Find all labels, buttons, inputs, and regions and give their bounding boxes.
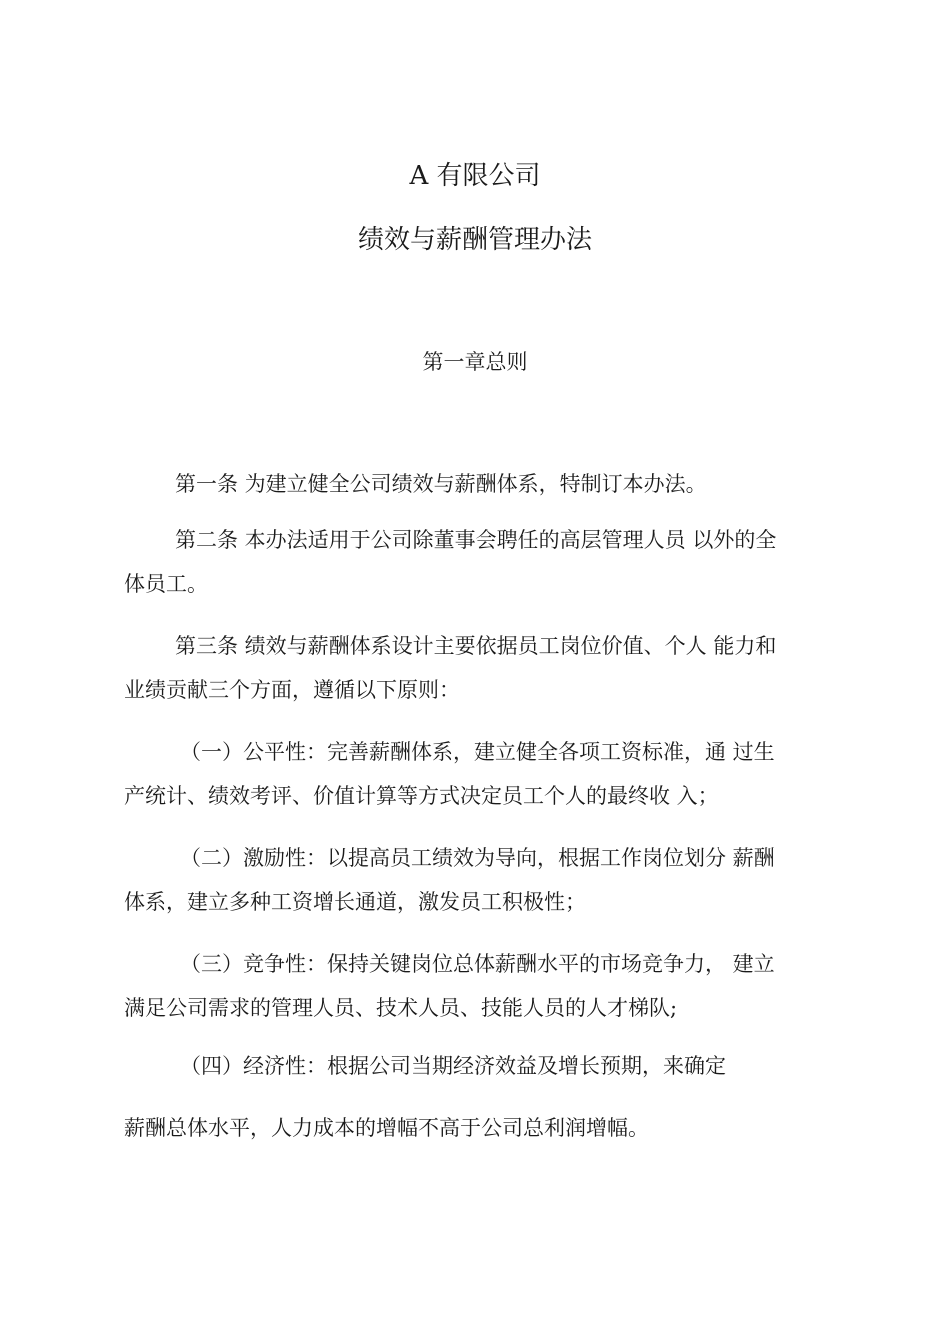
principle-1-line-2: 产统计、绩效考评、价值计算等方式决定员工个人的最终收 入；	[124, 784, 719, 808]
principle-4-line-2: 薪酬总体水平，人力成本的增幅不高于公司总利润增幅。	[124, 1116, 649, 1140]
principle-1-line-1: （一）公平性：完善薪酬体系，建立健全各项工资标准，通 过生	[180, 740, 775, 764]
article-3-line-2: 业绩贡献三个方面，遵循以下原则：	[124, 678, 460, 702]
principle-4-line-1: （四）经济性：根据公司当期经济效益及增长预期，来确定	[180, 1054, 726, 1078]
chapter-heading: 第一章总则	[422, 350, 528, 374]
article-2-line-2: 体员工。	[124, 572, 208, 596]
principle-2-line-2: 体系，建立多种工资增长通道，激发员工积极性；	[124, 890, 586, 914]
company-name: A 有限公司	[409, 161, 541, 191]
article-3-line-1: 第三条 绩效与薪酬体系设计主要依据员工岗位价值、个人 能力和	[175, 634, 777, 658]
principle-3-line-1: （三）竞争性：保持关键岗位总体薪酬水平的市场竞争力， 建立	[180, 952, 775, 976]
principle-2-line-1: （二）激励性：以提高员工绩效为导向，根据工作岗位划分 薪酬	[180, 846, 775, 870]
document-title: 绩效与薪酬管理办法	[357, 225, 592, 255]
article-1-line-1: 第一条 为建立健全公司绩效与薪酬体系，特制订本办法。	[175, 472, 707, 496]
article-2-line-1: 第二条 本办法适用于公司除董事会聘任的高层管理人员 以外的全	[175, 528, 777, 552]
principle-3-line-2: 满足公司需求的管理人员、技术人员、技能人员的人才梯队;	[124, 996, 678, 1020]
